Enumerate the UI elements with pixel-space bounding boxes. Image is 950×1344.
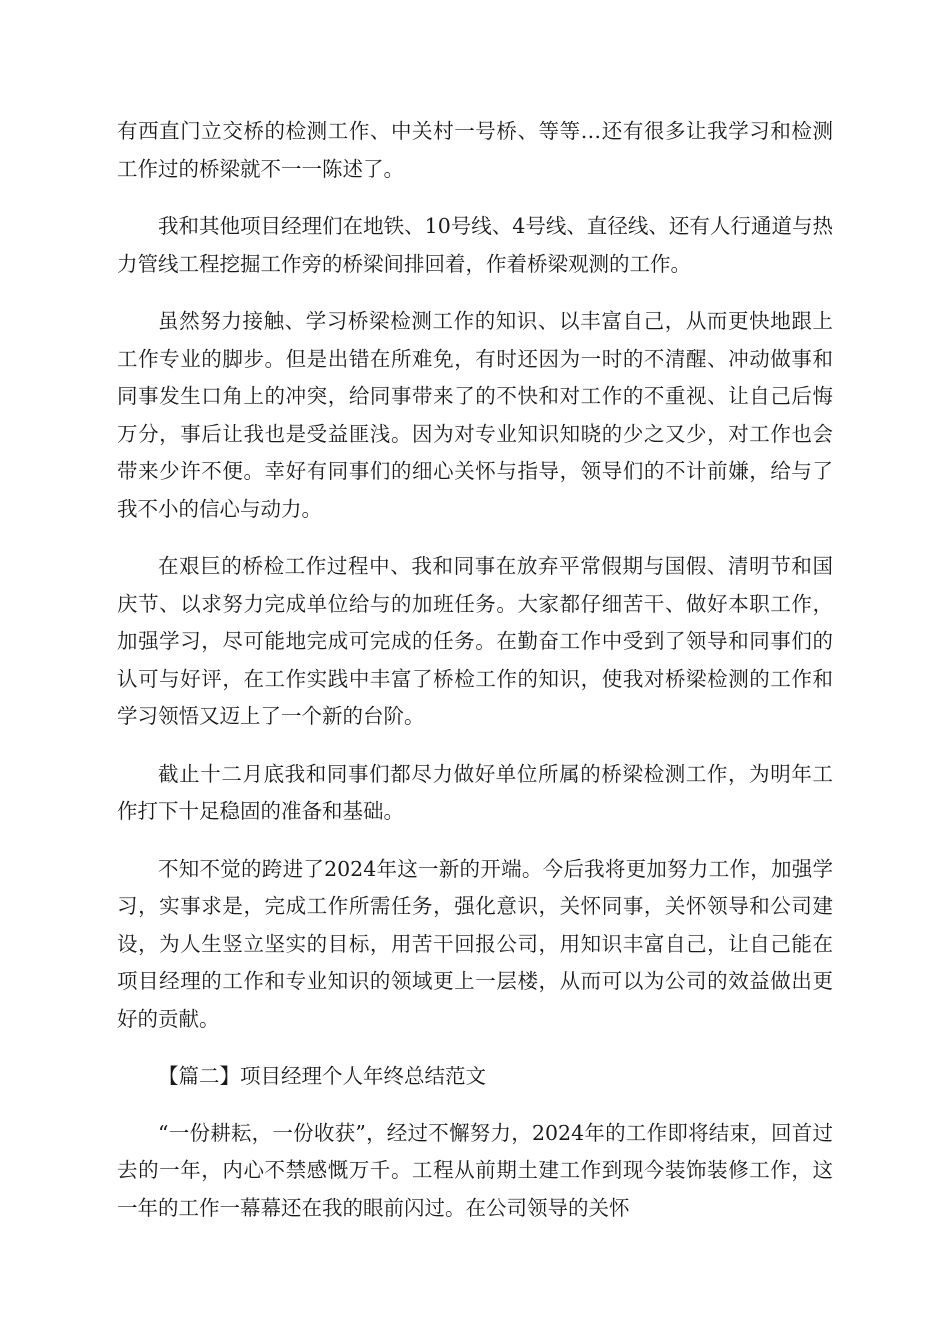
section-heading-part-two: 【篇二】项目经理个人年终总结范文 [158,1064,486,1088]
paragraph-metro-observation: 我和其他项目经理们在地铁、10号线、4号线、直径线、还有人行通道与热力管线工程挖掘工作旁的桥梁间排回着，作着桥梁观测的工作。 [117,214,833,276]
paragraph-new-year-plan: 不知不觉的跨进了2024年这一新的开端。今后我将更加努力工作，加强学习，实事求是，完成工作所需任务，强化意识，关怀同事，关怀领导和公司建设，为人生竖立坚实的目标，用苦干回报公司，用知识丰富自己，让自己能在项目经理的工作和专业知识的领域更上一层楼，从而可以为公司的效益做出更好的贡献。 [117,856,833,1031]
paragraph-year-end: 截止十二月底我和同事们都尽力做好单位所属的桥梁检测工作，为明年工作打下十足稳固的准备和基础。 [117,761,833,823]
paragraph-overtime-work: 在艰巨的桥检工作过程中、我和同事在放弃平常假期与国假、清明节和国庆节、以求努力完成单位给与的加班任务。大家都仔细苦干、做好本职工作，加强学习，尽可能地完成可完成的任务。在勤奋工作中受到了领导和同事们的认可与好评，在工作实践中丰富了桥检工作的知识，使我对桥梁检测的工作和学习领悟又迈上了一个新的台阶。 [117,554,833,728]
document-body [117,113,833,1247]
paragraph-learning-mistakes: 虽然努力接触、学习桥梁检测工作的知识、以丰富自己，从而更快地跟上工作专业的脚步。但是出错在所难免，有时还因为一时的不清醒、冲动做事和同事发生口角上的冲突，给同事带来了的不快和对工作的不重视、让自己后悔万分，事后让我也是受益匪浅。因为对专业知识知晓的少之又少，对工作也会带来少许不便。幸好有同事们的细心关怀与指导，领导们的不计前嫌，给与了我不小的信心与动力。 [117,309,833,521]
paragraph-part-two-intro: “一份耕耘，一份收获”，经过不懈努力，2024年的工作即将结束，回首过去的一年，内心不禁感慨万千。工程从前期土建工作到现今装饰装修工作，这一年的工作一幕幕还在我的眼前闪过。在公司领导的关怀 [117,1120,833,1220]
paragraph-continuation: 有西直门立交桥的检测工作、中关村一号桥、等等…还有很多让我学习和检测工作过的桥梁就不一一陈述了。 [117,119,833,181]
